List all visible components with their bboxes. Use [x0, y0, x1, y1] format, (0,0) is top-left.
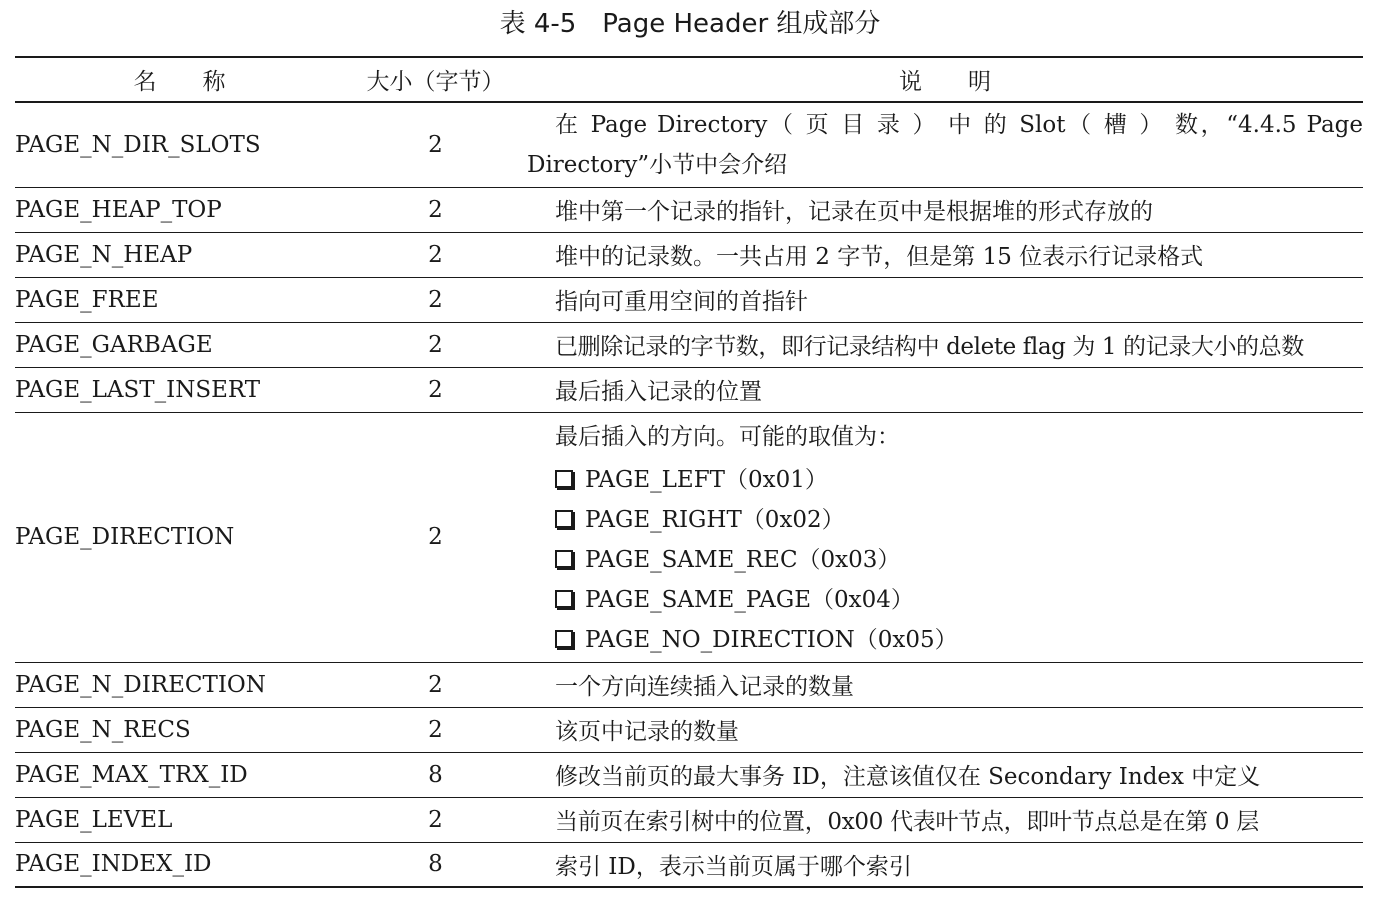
- row-size: 2: [344, 707, 527, 752]
- direction-options: [527, 415, 1363, 660]
- row-name: PAGE_MAX_TRX_ID: [15, 752, 344, 797]
- row-desc-text: 一个方向连续插入记录的数量: [555, 674, 854, 700]
- table-row: [15, 412, 1363, 662]
- table-row: [15, 707, 1363, 752]
- row-desc: [527, 232, 1363, 277]
- row-name: PAGE_N_HEAP: [15, 232, 344, 277]
- row-desc-text: 指向可重用空间的首指针: [555, 289, 808, 315]
- row-name: PAGE_N_RECS: [15, 707, 344, 752]
- checkbox-bullet-icon: [555, 630, 573, 648]
- header-row: [15, 57, 1363, 102]
- direction-option: [555, 460, 1363, 500]
- row-name: PAGE_HEAP_TOP: [15, 187, 344, 232]
- page-header-table: [15, 56, 1363, 888]
- table-row: [15, 232, 1363, 277]
- row-desc: [527, 367, 1363, 412]
- row-desc-text: 堆中第一个记录的指针，记录在页中是根据堆的形式存放的: [555, 199, 1153, 225]
- checkbox-bullet-icon: [555, 550, 573, 568]
- table-caption: 表 4-5 Page Header 组成部分: [499, 9, 881, 39]
- row-desc-text: 该页中记录的数量: [555, 719, 739, 745]
- row-name: PAGE_N_DIRECTION: [15, 662, 344, 707]
- row-name: PAGE_INDEX_ID: [15, 842, 344, 887]
- row-size: 2: [344, 662, 527, 707]
- row-size: 2: [344, 412, 527, 662]
- header-desc: 说 明: [527, 57, 1363, 102]
- row-name: PAGE_LAST_INSERT: [15, 367, 344, 412]
- direction-option-label: PAGE_LEFT（0x01）: [585, 466, 828, 493]
- row-desc: [527, 277, 1363, 322]
- direction-option: [555, 620, 1363, 660]
- direction-option-label: PAGE_SAME_PAGE（0x04）: [585, 586, 914, 613]
- row-size: 2: [344, 277, 527, 322]
- table-row: [15, 277, 1363, 322]
- row-desc-text: 修改当前页的最大事务 ID，注意该值仅在 Secondary Index 中定义: [555, 764, 1261, 790]
- row-desc: [527, 707, 1363, 752]
- row-desc: [527, 322, 1363, 367]
- row-size: 2: [344, 322, 527, 367]
- header-name: 名 称: [15, 57, 344, 102]
- row-desc-text: 堆中的记录数。一共占用 2 字节，但是第 15 位表示行记录格式: [555, 244, 1204, 270]
- table-row: [15, 797, 1363, 842]
- direction-option: [555, 500, 1363, 540]
- checkbox-bullet-icon: [555, 590, 573, 608]
- row-size: 2: [344, 102, 527, 187]
- direction-option-label: PAGE_SAME_REC（0x03）: [585, 546, 901, 573]
- row-size: 2: [344, 232, 527, 277]
- row-desc-text: 最后插入的方向。可能的取值为：: [555, 423, 900, 450]
- row-name: PAGE_GARBAGE: [15, 322, 344, 367]
- row-size: 8: [344, 842, 527, 887]
- row-size: 2: [344, 187, 527, 232]
- table-row: [15, 752, 1363, 797]
- row-desc: [527, 662, 1363, 707]
- checkbox-bullet-icon: [555, 470, 573, 488]
- row-desc-text: 已删除记录的字节数，即行记录结构中 delete flag 为 1 的记录大小的总数: [555, 334, 1304, 360]
- table-row: [15, 662, 1363, 707]
- row-desc: [527, 102, 1363, 187]
- row-desc-text: 在 Page Directory（ 页 目 录 ） 中 的 Slot（ 槽 ） 数，“4.4.5 Page Directory”小节中会介绍: [527, 111, 1363, 178]
- direction-option-label: PAGE_RIGHT（0x02）: [585, 506, 845, 533]
- row-desc-text: 最后插入记录的位置: [555, 379, 762, 405]
- direction-option: [555, 580, 1363, 620]
- row-desc: [527, 797, 1363, 842]
- table-row: [15, 187, 1363, 232]
- table-row: [15, 322, 1363, 367]
- checkbox-bullet-icon: [555, 510, 573, 528]
- row-desc-text: 当前页在索引树中的位置，0x00 代表叶节点，即叶节点总是在第 0 层: [555, 809, 1259, 835]
- row-name: PAGE_LEVEL: [15, 797, 344, 842]
- row-size: 8: [344, 752, 527, 797]
- row-desc: [527, 752, 1363, 797]
- header-size: 大小（字节）: [344, 57, 527, 102]
- row-size: 2: [344, 797, 527, 842]
- direction-option: [555, 540, 1363, 580]
- row-desc: [527, 187, 1363, 232]
- row-name: PAGE_N_DIR_SLOTS: [15, 102, 344, 187]
- row-name: PAGE_FREE: [15, 277, 344, 322]
- table-row: [15, 367, 1363, 412]
- table-row: [15, 842, 1363, 887]
- row-desc-text: 索引 ID，表示当前页属于哪个索引: [555, 853, 912, 880]
- row-desc: [527, 412, 1363, 662]
- row-desc: [527, 842, 1363, 887]
- row-name: PAGE_DIRECTION: [15, 412, 344, 662]
- direction-option-label: PAGE_NO_DIRECTION（0x05）: [585, 626, 958, 653]
- row-size: 2: [344, 367, 527, 412]
- table-row: [15, 102, 1363, 187]
